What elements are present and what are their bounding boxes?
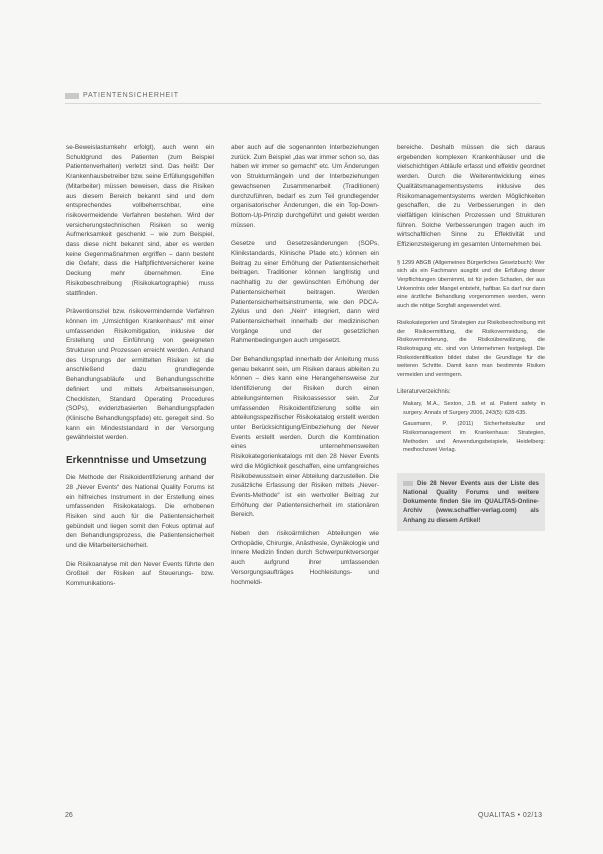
paragraph: Die Risikoanalyse mit den Never Events führte den Großteil der Risiken auf Steuerungs- bzw. Kommunikations- (66, 560, 214, 588)
header-accent-bar (65, 93, 79, 99)
literature-heading: Literaturverzeichnis: (397, 389, 451, 396)
paragraph: se-Beweislastumkehr erfolgt), auch wenn ein Schuldgrund des Patienten (zum Beispiel Patientenverhalten) verletzt sind. Das heißt: Der Krankenhausbetreiber bzw. seine Erfüllungsgehilfen (Mitarbeiter) müssen beweisen, dass die Risiken aus diesem Bereich bekannt sind und dem entsprechendes vollbeherrschbar, eine risikovermeidende Verfahren bestehen. Wird der versicherungstechnischen Risiken so wenig Aufmerksamkeit geschenkt – wie zum Beispiel, dass diese nicht bekannt sind, aber es werden keine Gegenmaßnahmen ergriffen – dann besteht die Gefahr, dass die Haftpflichtversicherer keine Deckung mehr übernehmen. Eine Risikobeschreibung (Risikokartographie) muss stattfinden. (66, 144, 214, 297)
paragraph: aber auch auf die sogenannten Interbeziehungen zurück. Zum Beispiel „das war immer schon so, das haben wir immer so gemacht“ etc. Um Änderungen von Strukturmängeln und der Interbeziehungen gewachsenen Zusammenarbeit (Traditionen) durchzuführen, bedarf es zum Teil grundlegender organisatorischer Änderungen, die ein Top-Down-Bottom-Up-Prinzip durchgeführt und gelebt werden müssen. (231, 144, 379, 229)
paragraph: Der Behandlungspfad innerhalb der Anleitung muss genau bekannt sein, um Risiken daraus ableiten zu können – dies kann eine Herangehensweise zur Identifizierung der Risiken durch einen abteilungsinternen Risikoassessor sein. Zur umfassenden Risikoidentifizierung sollte ein abteilungsspezifischer Risikokatalog erstellt werden unter Berücksichtigung/Einbeziehung der Never Events erstellt werden. Durch die Kombination eines unternehmensweiten Risikokategorienkatalogs mit den 28 Never Events wird die Möglichkeit geschaffen, eine umfangreiches Risikobewusstsein einer Abteilung darzustellen. Die zusätzliche Erfassung der Risiken mittels „Never-Events-Methode“ ist ein wertvoller Beitrag zur Erhöhung der Patientensicherheit im stationären Bereich. (231, 356, 380, 519)
literature-item: Makary, M.A., Sexton, J.B. et al. Patient safety in surgery. Annals of Surgery 2006, 243(5): 628-635. (403, 401, 545, 416)
paragraph: Neben den risikoärmlichen Abteilungen wie Orthopädie, Chirurgie, Anästhesie, Gynäkologie und Innere Medizin finden durch Schwerpunktversorger auch aufgrund ihrer umfassenden Versorgungsaufträges Hochleistungs- und hochmeldi- (231, 530, 379, 586)
section-header (65, 92, 179, 99)
paragraph: Gesetze und Gesetzesänderungen (SOPs, Klinikstandards, Klinische Pfade etc.) können ein Beitrag zu einer Erhöhung der Patientensicherheit beitragen. Traditioner können langfristig und nachhaltig zu der gewünschten Erhöhung der Patientensicherheit beitragen. Werden Patientensicherheitsinstrumente, wie den PDCA-Zyklus und den „Nein“ integriert, dann wird Patientensicherheit innerhalb der medizinischen Vorgänge und der gesetzlichen Rahmenbedingungen auch umgesetzt. (231, 240, 379, 345)
paragraph: bereiche. Deshalb müssen die sich daraus ergebenden komplexen Krankenhäuser und die vielschichtigen Abläufe erfasst und effektiv geordnet werden. Durch die Weiterentwicklung eines Qualitätsmanagementsystems inklusive des Risikomanagementsystems werden Möglichkeiten geschaffen, die zu Verbesserungen in den vielfältigen klinischen Prozessen und Strukturen führen. Solche Verbesserungen tragen auch im wirtschaftlichen Sinne zu Effektivität und Effizienzsteigerung im gesamten Unternehmen bei. (397, 144, 545, 249)
column-1 (66, 143, 214, 598)
journal-issue: QUALITAS • 02/13 (478, 812, 543, 819)
page-number: 26 (65, 812, 73, 819)
paragraph: Präventionsziel bzw. risikovermindernde Verfahren können im „Umsichtigen Krankenhaus“ mit einer umfassenden Risikomitigation, inklusive der Erstellung und Einführung von geeigneten Strukturen und Prozessen erreicht werden. Anhand des Ursprungs der ermittelten Risiken ist die anschließend dazu grundlegende Behandlungsabläufe und Behandlungsschritte definiert und mittels Arbeitsanweisungen, Checklisten, Standard Operating Procedures (SOPs), evidenzbasierten Behandlungspfaden (Klinische Behandlungspfade) etc. geregelt sind. So kann ein Mindeststandard in der Versorgung gewährleistet werden. (66, 308, 214, 442)
info-box (397, 473, 545, 531)
column-3 (397, 143, 545, 531)
section-heading: Erkenntnisse und Umsetzung (66, 455, 207, 467)
info-box-text: Die 28 Never Events aus der Liste des National Quality Forums und weitere Dokumente finden Sie im QUALITAS-Online-Archiv (www.schaffler-verlag.com) als Anhang zu diesem Artikel! (403, 479, 539, 524)
paragraph: Die Methode der Risikoidentifizierung anhand der 28 „Never Events“ des National Quality Forums ist ein hilfreiches Instrument in der Erstellung eines umfassenden Risikokatalogs. Die erhobenen Risiken sind auch für die Patientensicherheit gebündelt und liegen somit den Fokus optimal auf den Behandlungsprozess, die Patientensicherheit und die Mitarbeitersicherheit. (66, 474, 214, 550)
header-rule (65, 103, 541, 104)
footnote: Risikokategorien und Strategien zur Risikobeschreibung mit der Risikoermittlung, die Risikovermeidung, die Risikoverminderung, die Risikoüberwälzung, die Risikotragung etc. sind von Unternehmen festgelegt. Die Risikoidentifikation bildet dabei die Grundlage für die weiteren Schritte. Damit kann man bestimmte Risiken vermeiden und verringern. (397, 320, 545, 378)
literature-item: Gausmann, P. (2011) Sicherheitskultur und Risikomanagement im Krankenhaus: Strategien, Methoden und Anwendungsbeispiele, Heidelberg: medhochzwei Verlag. (403, 421, 545, 454)
column-2 (231, 143, 379, 596)
footnote: § 1299 ABGB (Allgemeines Bürgerliches Gesetzbuch): Wer sich als ein Fachmann ausgibt und die Erfüllung dieser Verpflichtungen übernimmt, ist für jeden Schaden, der aus Unkenntnis oder Mangel entsteht, haftbar. Es darf nur dann eine ärztliche Behandlung vorgenommen werden, wenn auch die nötige Sorgfalt angewendet wird. (397, 259, 545, 309)
info-box-marker (403, 481, 413, 486)
section-title: PATIENTENSICHERHEIT (83, 92, 179, 99)
